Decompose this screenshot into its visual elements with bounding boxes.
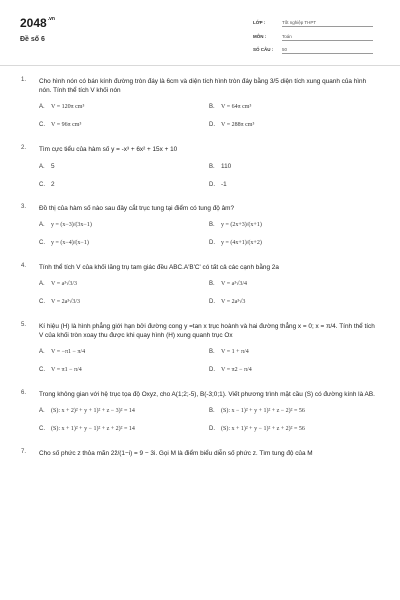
option-text: V = 2a³√3 xyxy=(221,299,246,305)
option-row xyxy=(39,162,379,171)
question-5 xyxy=(21,322,379,375)
question-2 xyxy=(21,145,379,189)
option-text: V = 64π cm³ xyxy=(221,104,252,110)
option-text: V = a³√3/4 xyxy=(221,281,248,287)
option-label: A. xyxy=(39,164,45,170)
option-label: B. xyxy=(209,104,215,110)
answer-option[interactable] xyxy=(39,239,209,248)
answer-option[interactable] xyxy=(209,103,379,112)
answer-option[interactable] xyxy=(209,180,379,189)
meta-subject-value: Toán xyxy=(282,34,373,41)
answer-options xyxy=(39,162,379,189)
option-label: C. xyxy=(39,299,45,305)
answer-options xyxy=(39,221,379,248)
answer-option[interactable] xyxy=(209,407,379,416)
option-text: V = π1 − π/4 xyxy=(51,367,82,373)
option-label: C. xyxy=(39,426,45,432)
option-text: V = 288π cm³ xyxy=(221,122,255,128)
option-text: (S): x + 1)² + y − 1)² + z + 2)² = 56 xyxy=(221,426,305,432)
question-text: Cho số phức z thỏa mãn 2z̄/(1−i) = 9 − 3i. Gọi M là điểm biểu diễn số phức z. Tìm tung độ của M xyxy=(39,450,313,457)
option-text: V = 120π cm³ xyxy=(51,104,85,110)
option-label: B. xyxy=(209,408,215,414)
answer-option[interactable] xyxy=(209,221,379,230)
option-label: C. xyxy=(39,367,45,373)
option-text: y = (2x+3)/(x+1) xyxy=(221,222,262,228)
header xyxy=(0,0,400,60)
meta-class-label: LỚP : xyxy=(253,20,266,25)
meta-class-value: Tốt nghiệp THPT xyxy=(282,20,373,27)
option-text: 2 xyxy=(51,181,55,188)
option-row xyxy=(39,221,379,230)
question-number: 7. xyxy=(21,449,27,455)
option-text: V = −π1 − π/4 xyxy=(51,349,86,355)
option-label: A. xyxy=(39,222,45,228)
answer-option[interactable] xyxy=(209,298,379,307)
option-row xyxy=(39,103,379,112)
answer-option[interactable] xyxy=(39,162,209,171)
question-text: Tính thể tích V của khối lăng trụ tam giác đều ABC.A'B'C' có tất cả các cạnh bằng 2a xyxy=(39,264,279,271)
answer-option[interactable] xyxy=(39,298,209,307)
answer-option[interactable] xyxy=(209,239,379,248)
answer-option[interactable] xyxy=(39,121,209,130)
answer-option[interactable] xyxy=(39,280,209,289)
answer-option[interactable] xyxy=(39,407,209,416)
option-label: B. xyxy=(209,349,215,355)
option-label: D. xyxy=(209,122,215,128)
meta-subject-label: MÔN : xyxy=(253,34,267,39)
answer-options xyxy=(39,280,379,307)
answer-option[interactable] xyxy=(39,103,209,112)
option-label: A. xyxy=(39,104,45,110)
option-text: 110 xyxy=(221,163,232,170)
answer-option[interactable] xyxy=(209,348,379,357)
option-row xyxy=(39,366,379,375)
option-label: D. xyxy=(209,426,215,432)
answer-option[interactable] xyxy=(39,366,209,375)
option-label: A. xyxy=(39,281,45,287)
option-label: B. xyxy=(209,164,215,170)
option-text: 5 xyxy=(51,163,55,170)
question-7 xyxy=(21,449,379,458)
option-text: y = (x−4)/(x−1) xyxy=(51,240,89,246)
option-text: y = (x−3)/(3x−1) xyxy=(51,222,92,228)
option-text: (S): x − 1)² + y + 1)² + z − 2)² = 56 xyxy=(221,408,305,414)
exam-title: Đề số 6 xyxy=(20,36,45,43)
option-label: D. xyxy=(209,240,215,246)
logo-main: 2048 xyxy=(20,16,47,30)
option-label: A. xyxy=(39,349,45,355)
question-text: Trong không gian với hệ trục tọa độ Oxyz, cho A(1;2;-5), B(-3;0;1). Viết phương trình mặt cầu (S) có đường kính là AB. xyxy=(39,391,375,398)
option-label: D. xyxy=(209,299,215,305)
option-label: C. xyxy=(39,122,45,128)
answer-option[interactable] xyxy=(209,121,379,130)
option-row xyxy=(39,407,379,416)
question-4 xyxy=(21,263,379,307)
answer-option[interactable] xyxy=(39,425,209,434)
option-label: D. xyxy=(209,182,215,188)
option-text: V = 96π cm³ xyxy=(51,122,82,128)
header-divider xyxy=(0,65,400,66)
question-list xyxy=(0,77,400,473)
option-text: y = (4x+1)/(x+2) xyxy=(221,240,262,246)
option-label: C. xyxy=(39,240,45,246)
answer-option[interactable] xyxy=(209,162,379,171)
question-text: Đồ thị của hàm số nào sau đây cắt trục tung tại điểm có tung độ âm? xyxy=(39,205,235,212)
option-text: (S): x + 1)² + y − 1)² + z + 2)² = 14 xyxy=(51,426,135,432)
question-number: 2. xyxy=(21,145,27,151)
answer-options xyxy=(39,407,379,434)
answer-option[interactable] xyxy=(39,348,209,357)
question-text: Cho hình nón có bán kính đường tròn đáy là 6cm và diện tích hình tròn đáy bằng 3/5 diện tích xung quanh của hình nón. Tính thể tích V khối nón xyxy=(39,78,367,94)
meta-count-label: SỐ CÂU : xyxy=(253,47,274,52)
answer-option[interactable] xyxy=(209,425,379,434)
option-text: V = π2 − π/4 xyxy=(221,367,252,373)
answer-options xyxy=(39,348,379,375)
option-text: V = 1 + π/4 xyxy=(221,349,249,355)
question-number: 3. xyxy=(21,204,27,210)
option-label: C. xyxy=(39,182,45,188)
answer-option[interactable] xyxy=(209,280,379,289)
option-text: -1 xyxy=(221,181,227,188)
option-row xyxy=(39,239,379,248)
question-3 xyxy=(21,204,379,248)
logo xyxy=(20,16,55,30)
logo-sub: .vn xyxy=(47,16,55,22)
question-number: 1. xyxy=(21,77,27,83)
option-row xyxy=(39,425,379,434)
question-text: Kí hiệu (H) là hình phẳng giới hạn bởi đường cong y =tan x trục hoành và hai đường thẳng x = 0; x = π/4. Tính thể tích V của khối tròn xoay thu được khi quay hình (H) xung quanh trục Ox xyxy=(39,323,375,339)
question-number: 4. xyxy=(21,263,27,269)
question-text: Tìm cực tiểu của hàm số y = -x³ + 6x² + 15x + 10 xyxy=(39,146,178,153)
option-text: (S): x + 2)² + y + 1)² + z − 3)² = 14 xyxy=(51,408,135,414)
option-row xyxy=(39,298,379,307)
meta-count-value: 50 xyxy=(282,47,373,54)
answer-option[interactable] xyxy=(209,366,379,375)
option-text: V = a³√3/3 xyxy=(51,281,78,287)
option-label: D. xyxy=(209,367,215,373)
answer-options xyxy=(39,103,379,130)
answer-option[interactable] xyxy=(39,221,209,230)
option-label: B. xyxy=(209,222,215,228)
question-number: 5. xyxy=(21,322,27,328)
option-text: V = 2a³√3/3 xyxy=(51,299,81,305)
option-row xyxy=(39,180,379,189)
option-row xyxy=(39,121,379,130)
option-row xyxy=(39,348,379,357)
option-row xyxy=(39,280,379,289)
option-label: B. xyxy=(209,281,215,287)
question-number: 6. xyxy=(21,390,27,396)
question-6 xyxy=(21,390,379,434)
answer-option[interactable] xyxy=(39,180,209,189)
option-label: A. xyxy=(39,408,45,414)
question-1 xyxy=(21,77,379,130)
